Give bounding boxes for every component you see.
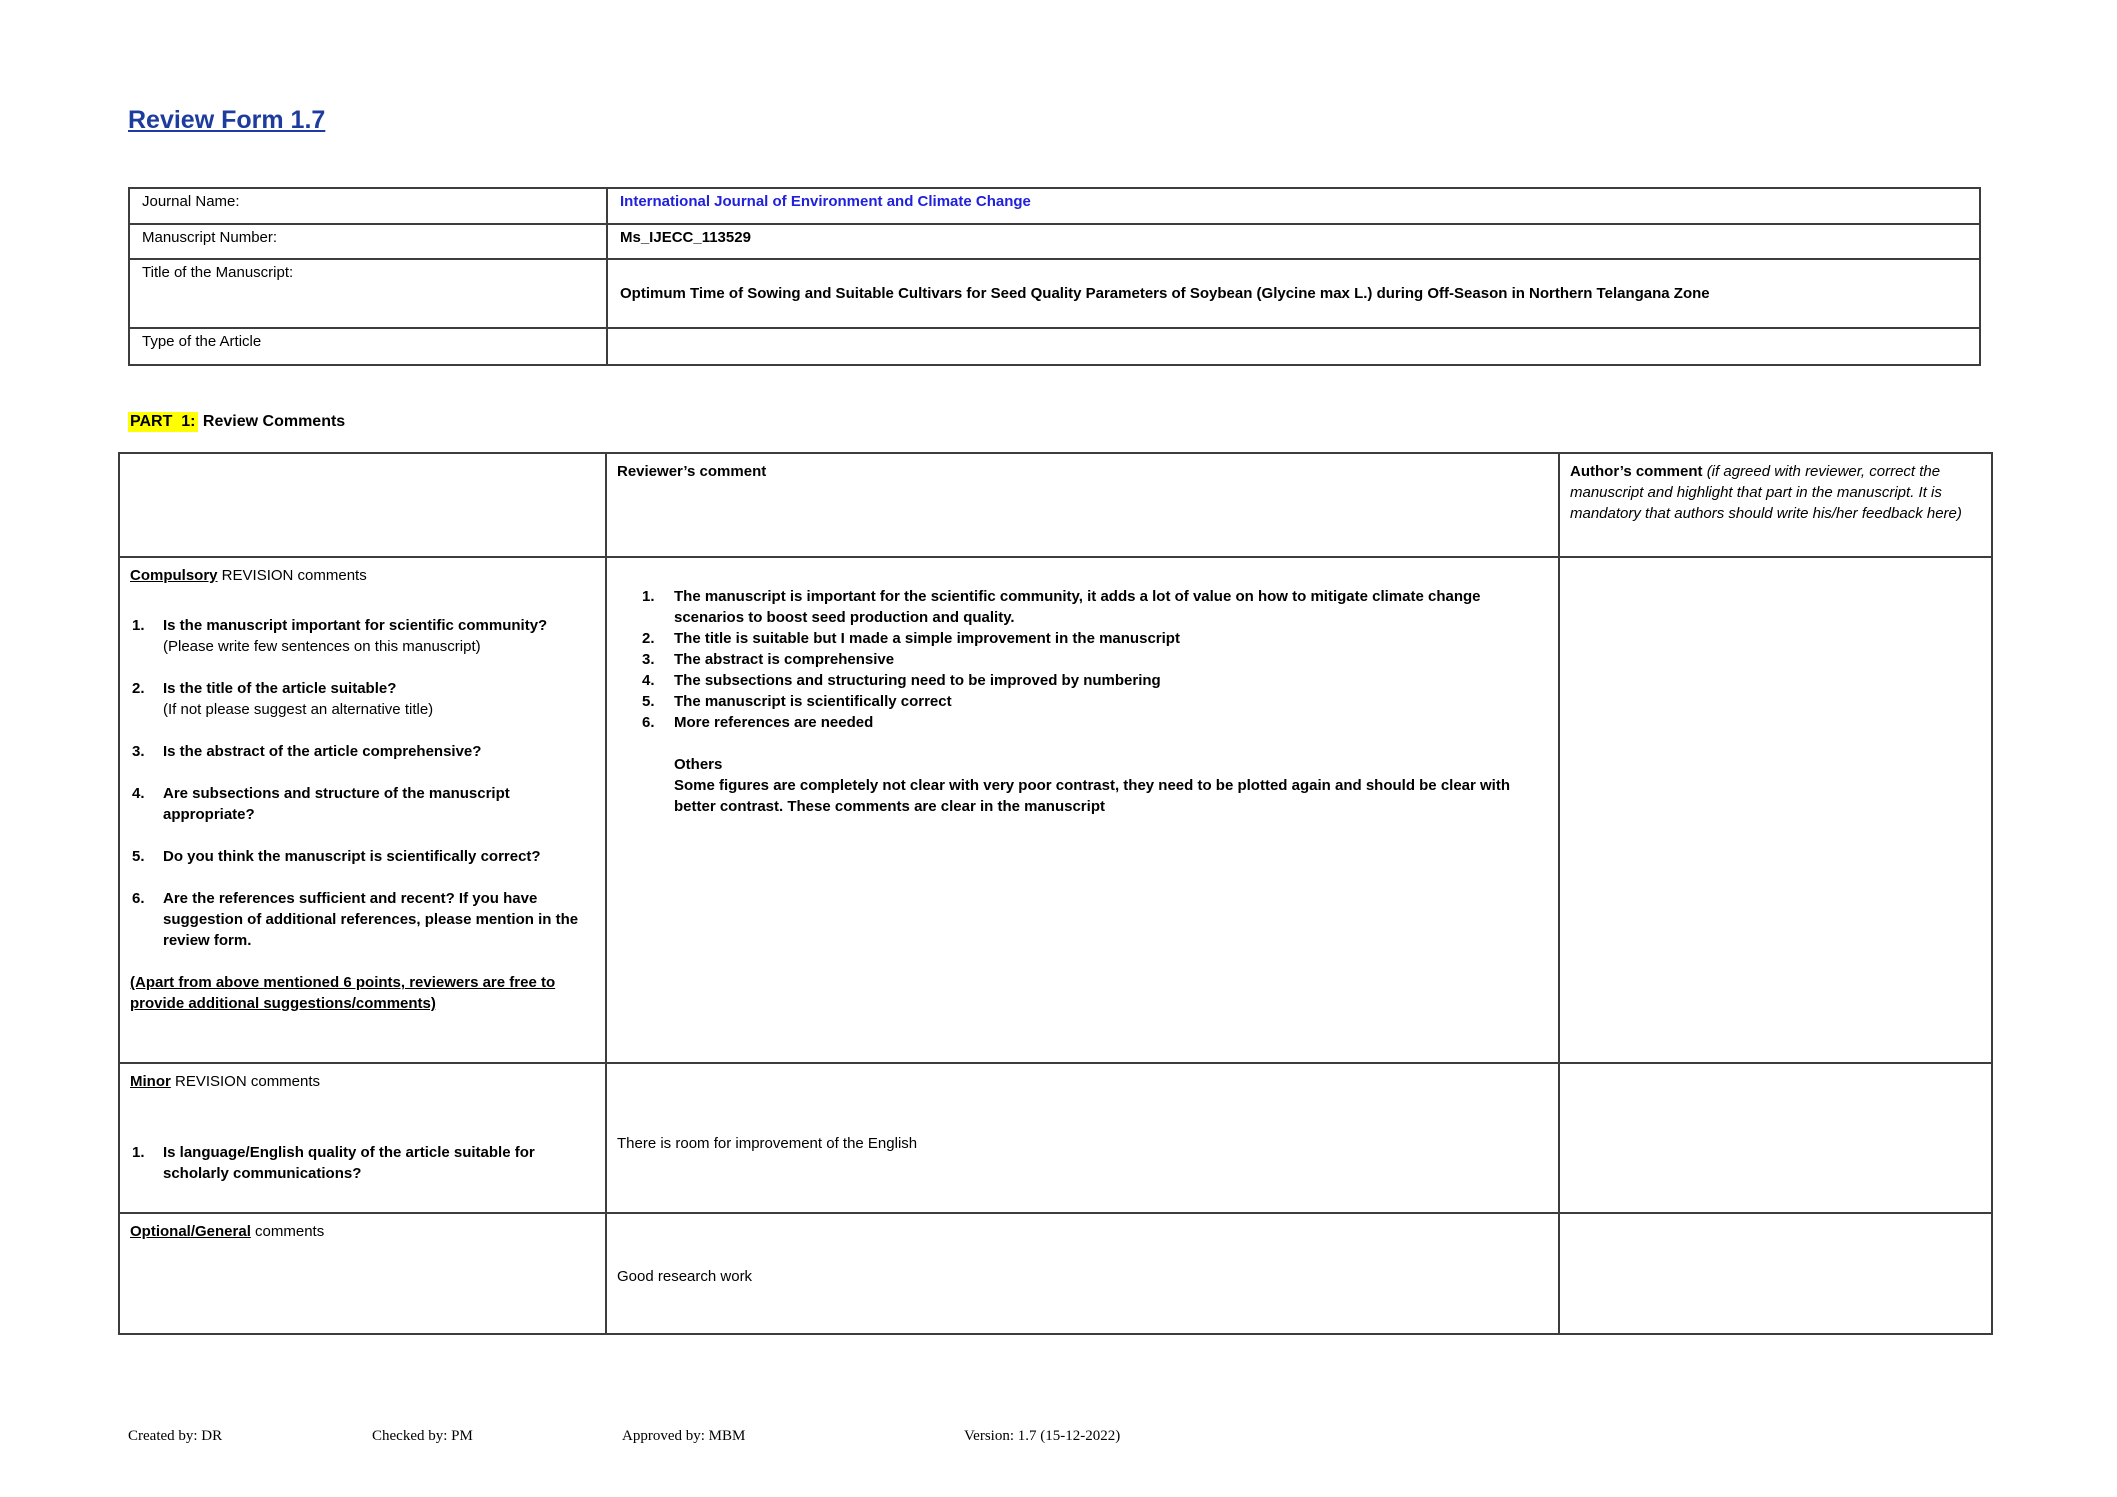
others-block	[674, 754, 1546, 817]
section-label: Compulsory REVISION comments	[130, 567, 367, 584]
section-label: Minor REVISION comments	[130, 1073, 321, 1090]
question-item: 1. Is language/English quality of the article suitable for scholarly communications?	[132, 1144, 535, 1182]
footer-approved-by: Approved by: MBM	[622, 1428, 746, 1444]
minor-questions-cell	[119, 1063, 606, 1213]
question-item: 4. Are subsections and structure of the manuscript appropriate?	[132, 785, 510, 823]
author-comment-header: Author’s comment (if agreed with reviewer, correct the manuscript and highlight that part in the manuscript. It is mandatory that authors should write his/her feedback here)	[1559, 453, 1992, 557]
section-label: Optional/General comments	[130, 1223, 325, 1240]
reviewer-comment-text: Good research work	[617, 1268, 753, 1285]
compulsory-author-comment-cell	[1559, 557, 1992, 1063]
question-item: 3. Is the abstract of the article comprehensive?	[132, 743, 482, 760]
question-item: 1. Is the manuscript important for scientific community? (Please write few sentences on this manuscript)	[132, 617, 548, 655]
reviewer-comment-item: 6. More references are needed	[642, 714, 874, 731]
part1-heading	[128, 411, 345, 433]
optional-reviewer-comment-cell	[606, 1213, 1559, 1334]
footer-created-by: Created by: DR	[128, 1428, 223, 1444]
empty-header-cell	[119, 453, 606, 557]
question-item: 2. Is the title of the article suitable? (If not please suggest an alternative title)	[132, 680, 434, 718]
manuscript-title-label: Title of the Manuscript:	[129, 259, 607, 328]
footer-checked-by: Checked by: PM	[372, 1428, 473, 1444]
journal-name-label: Journal Name:	[129, 188, 607, 224]
reviewer-comment-item: 4. The subsections and structuring need to be improved by numbering	[642, 672, 1161, 689]
table-row	[129, 224, 1980, 259]
reviewer-comment-item: 3. The abstract is comprehensive	[642, 651, 895, 668]
page-title: Review Form 1.7	[128, 106, 326, 134]
others-title: Others	[674, 756, 723, 773]
table-row	[129, 259, 1980, 328]
reviewer-comment-item: 1. The manuscript is important for the scientific community, it adds a lot of value on how to mitigate climate change scenarios to boost seed production and quality.	[642, 588, 1481, 626]
review-comments-table	[118, 452, 1993, 1335]
article-type-label: Type of the Article	[129, 328, 607, 365]
minor-revision-row	[119, 1063, 1992, 1213]
part1-badge: PART 1:	[128, 412, 198, 432]
table-row	[129, 328, 1980, 365]
part1-title: Review Comments	[198, 413, 346, 430]
optional-general-row	[119, 1213, 1992, 1334]
compulsory-questions-cell	[119, 557, 606, 1063]
reviewer-comment-header: Reviewer’s comment	[606, 453, 1559, 557]
reviewer-comment-list	[617, 586, 1546, 733]
optional-questions-cell	[119, 1213, 606, 1334]
additional-suggestions-note: (Apart from above mentioned 6 points, reviewers are free to provide additional suggestions/comments)	[130, 974, 556, 1012]
question-item: 5. Do you think the manuscript is scientifically correct?	[132, 848, 541, 865]
article-type-value	[607, 328, 1980, 365]
manuscript-title-value: Optimum Time of Sowing and Suitable Cultivars for Seed Quality Parameters of Soybean (Glycine max L.) during Off-Season in Northern Telangana Zone	[620, 284, 1710, 302]
table-header-row	[119, 453, 1992, 557]
minor-reviewer-comment-cell	[606, 1063, 1559, 1213]
footer-version: Version: 1.7 (15-12-2022)	[964, 1428, 1121, 1444]
others-text: Some figures are completely not clear with very poor contrast, they need to be plotted again and should be clear with better contrast. These comments are clear in the manuscript	[674, 777, 1511, 815]
manuscript-number-value: Ms_IJECC_113529	[620, 229, 751, 246]
table-row	[129, 188, 1980, 224]
optional-author-comment-cell	[1559, 1213, 1992, 1334]
question-item: 6. Are the references sufficient and recent? If you have suggestion of additional references, please mention in the review form.	[132, 890, 579, 949]
reviewer-comment-item: 2. The title is suitable but I made a simple improvement in the manuscript	[642, 630, 1180, 647]
compulsory-revision-row	[119, 557, 1992, 1063]
compulsory-reviewer-comments-cell	[606, 557, 1559, 1063]
reviewer-comment-item: 5. The manuscript is scientifically correct	[642, 693, 952, 710]
manuscript-number-label: Manuscript Number:	[129, 224, 607, 259]
minor-author-comment-cell	[1559, 1063, 1992, 1213]
manuscript-info-table	[128, 187, 1981, 366]
reviewer-comment-text: There is room for improvement of the English	[617, 1135, 918, 1152]
journal-name-value: International Journal of Environment and Climate Change	[620, 193, 1031, 210]
